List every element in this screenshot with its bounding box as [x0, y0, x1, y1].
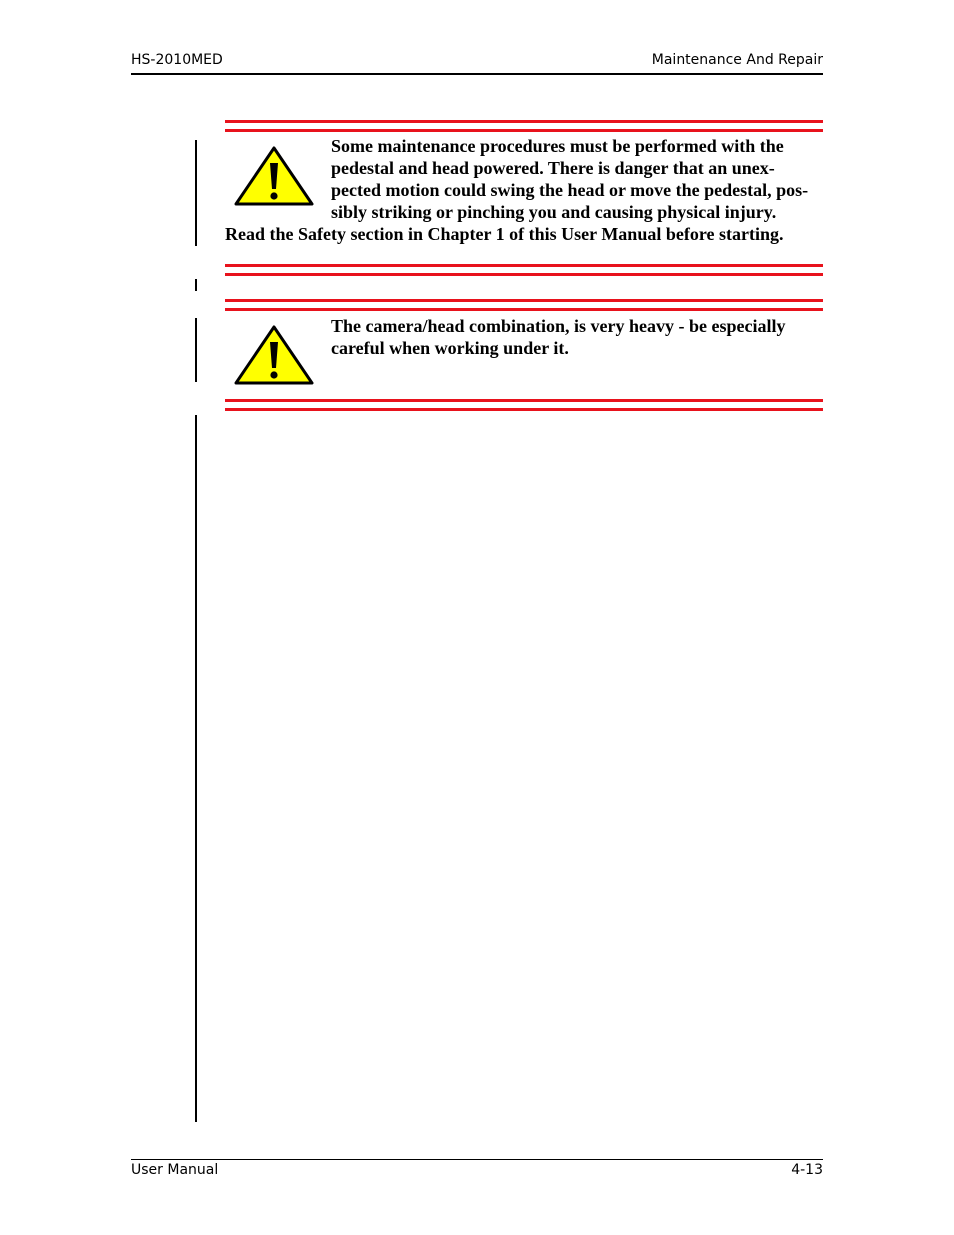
- header-section-title: Maintenance And Repair: [651, 52, 823, 68]
- header-doc-title: HS-2010MED: [131, 52, 223, 68]
- warning-top-rule: [225, 299, 823, 311]
- page-number: 4-13: [791, 1162, 823, 1178]
- warning-text: The camera/head combination, is very heavy - be especially careful when working under it.: [331, 316, 786, 358]
- warning-bottom-rule: [225, 264, 823, 276]
- warning-top-rule: [225, 120, 823, 132]
- warning-text-continuation: Read the Safety section in Chapter 1 of this User Manual before starting.: [225, 224, 784, 244]
- change-bar: [195, 318, 197, 382]
- change-bar: [195, 140, 197, 246]
- footer-doc-name: User Manual: [131, 1162, 219, 1178]
- warning-triangle-icon: [234, 146, 314, 206]
- warning-triangle-icon: [234, 325, 314, 385]
- warning-text: Some maintenance procedures must be performed with the pedestal and head powered. There is danger that an unex- pected motion could swing the head or move the pedestal, pos- sibly striking or pinching you and causing physical injury.: [331, 136, 809, 222]
- header-rule: [131, 73, 823, 75]
- change-bar: [195, 279, 197, 291]
- warning-bottom-rule: [225, 399, 823, 411]
- footer-rule: [131, 1159, 823, 1160]
- change-bar: [195, 415, 197, 1122]
